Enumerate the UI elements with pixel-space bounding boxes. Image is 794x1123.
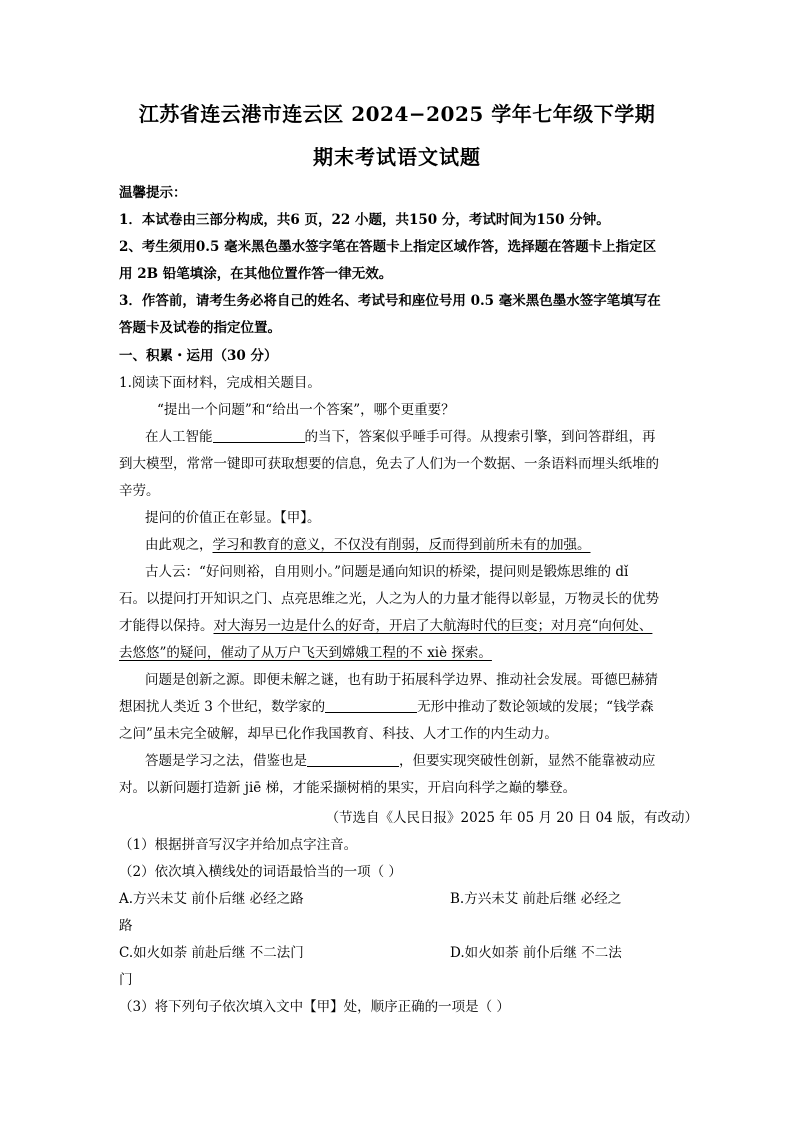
passage-p7-line1 [145,749,656,769]
underlined-sentence-2a: 对大海另一边是什么的好奇，开启了大航海时代的巨变；对月亮“向何处、 [213,618,653,634]
fill-blank-2 [325,698,417,713]
question-1-stem: 1.阅读下面材料，完成相关题目。 [119,375,321,391]
exam-title-line1: 江苏省连云港市连云区 2024−2025 学年七年级下学期 [138,102,656,126]
passage-p2-line3: 辛劳。 [119,483,160,499]
notice-line-5: 答题卡及试卷的指定位置。 [119,320,281,336]
passage-p6-line1: 问题是创新之源。即便未解之谜，也有助于拓展科学边界、推动社会发展。哥德巴赫猜 [145,672,658,688]
passage-p5-line1: 古人云：“好问则裕，自用则小。”问题是通向知识的桥梁，提问则是锻炼思维的 dǐ [145,564,629,580]
passage-p3: 提问的价值正在彰显。【甲】。 [145,510,321,526]
subquestion-2: （2）依次填入横线处的词语最恰当的一项（ ） [119,864,402,880]
passage-p7-line2: 对。以新问题打造新 jiē 梯，才能采撷树梢的果实，开启向科学之巅的攀登。 [119,780,577,796]
option-c: C.如火如荼 前赴后继 不二法门 [119,945,304,961]
passage-p5-line2: 石。以提问打开知识之门、点亮思维之光，人之为人的力量才能得以彰显，万物灵长的优势 [119,591,659,607]
exam-title-line2: 期末考试语文试题 [313,145,481,169]
notice-heading: 温馨提示： [119,185,187,201]
passage-p2-line2: 到大模型，常常一键即可获取想要的信息，免去了人们为一个数据、一条语料而埋头纸堆的 [119,456,659,472]
passage-p1: “提出一个问题”和“给出一个答案”，哪个更重要？ [157,402,455,418]
passage-p7-text-a: 答题是学习之法，借鉴也是 [145,753,307,769]
notice-line-2: 2、考生须用0.5 毫米黑色墨水签字笔在答题卡上指定区域作答，选择题在答题卡上指定区 [119,239,657,255]
passage-p2-text-a: 在人工智能 [145,429,213,445]
fill-blank-3 [307,752,399,767]
passage-p2-text-b: 的当下，答案似乎唾手可得。从搜索引擎，到问答群组，再 [304,429,656,445]
option-a: A.方兴未艾 前仆后继 必经之路 [119,891,304,907]
passage-p6-line2 [119,695,654,715]
underlined-sentence-1: 学习和教育的意义，不仅没有削弱，反而得到前所未有的加强。 [212,537,591,553]
passage-p4-text: 由此观之， [145,537,213,553]
notice-line-1: 1．本试卷由三部分构成，共6 页，22 小题，共150 分，考试时间为150 分钟。 [119,212,610,228]
subquestion-1: （1）根据拼音写汉字并给加点字注音。 [119,837,358,853]
passage-p6-text-b: 无形中推动了数论领域的发展；“钱学森 [417,699,654,715]
fill-blank-1 [213,428,305,443]
option-a-wrap: 路 [119,918,133,934]
section-heading: 一、积累・运用（30 分） [119,348,278,364]
option-b: B.方兴未艾 前赴后继 必经之 [450,891,622,907]
passage-p6-text-a: 想困扰人类近 3 个世纪，数学家的 [119,699,326,715]
passage-source: （节选自《人民日报》2025 年 05 月 20 日 04 版，有改动） [325,810,698,826]
passage-p5-line3 [119,614,652,634]
passage-p6-line3: 之问”虽未完全破解，却早已化作我国教育、科技、人才工作的内生动力。 [119,726,558,742]
notice-line-4: 3．作答前，请考生务必将自己的姓名、考试号和座位号用 0.5 毫米黑色墨水签字笔填写在 [119,293,661,309]
option-c-wrap: 门 [119,972,133,988]
passage-p2-line1 [145,425,656,445]
notice-line-3: 用 2B 铅笔填涂，在其他位置作答一律无效。 [119,266,393,282]
option-d: D.如火如荼 前仆后继 不二法 [450,945,622,961]
passage-p7-text-b: ，但要实现突破性创新，显然不能靠被动应 [399,753,656,769]
passage-p5-line4 [119,641,492,661]
underlined-sentence-2b: 去悠悠”的疑问，催动了从万户飞天到嫦娥工程的不 xiè 探索。 [119,645,492,661]
passage-p4 [145,533,591,553]
subquestion-3: （3）将下列句子依次填入文中【甲】处，顺序正确的一项是（ ） [119,999,510,1015]
passage-p5-text: 才能得以保持。 [119,618,214,634]
